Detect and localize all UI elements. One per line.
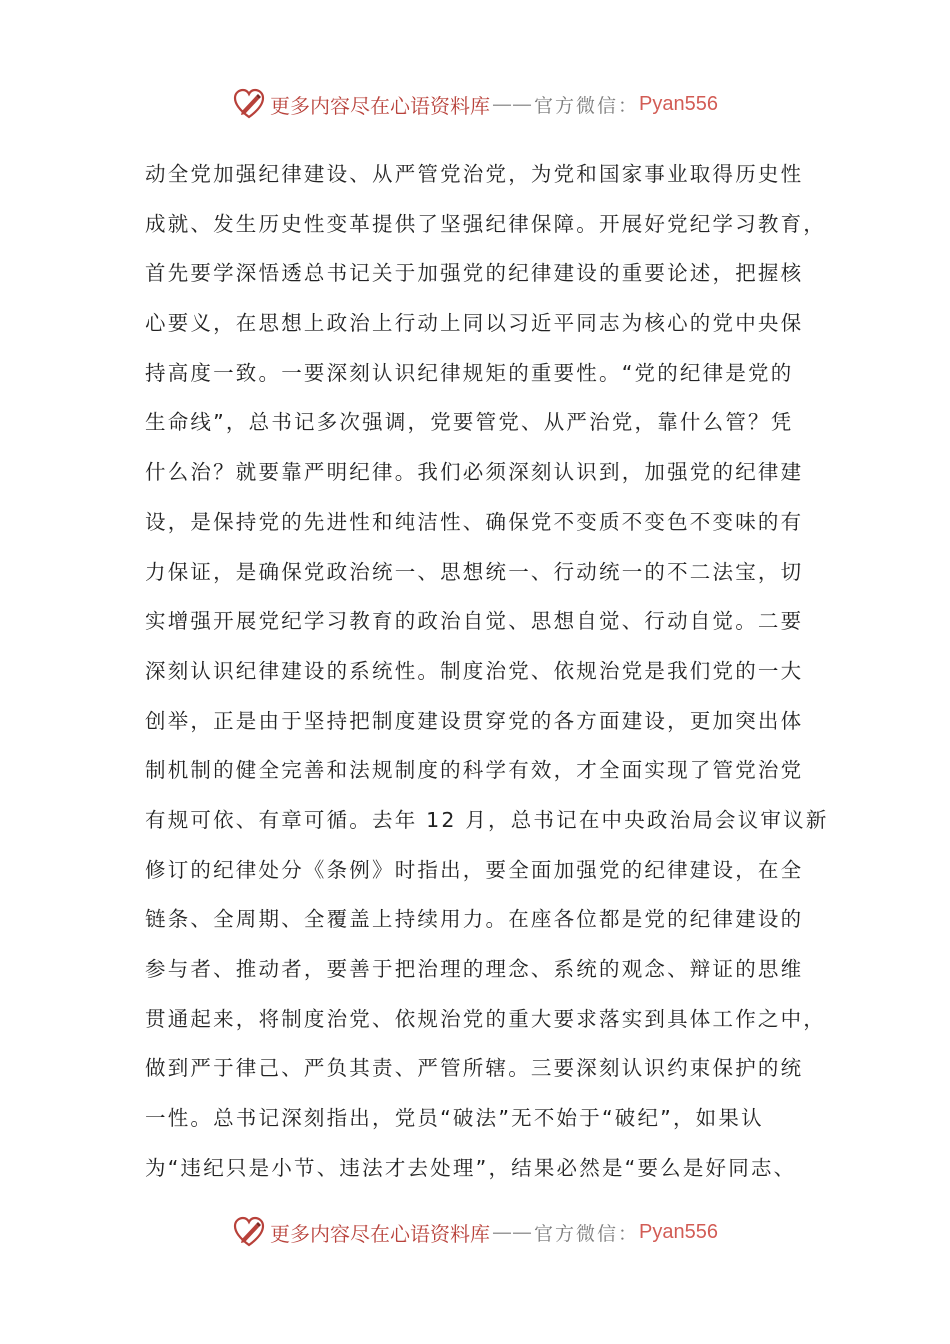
text-line: 做到严于律己、严负其责、严管所辖。三要深刻认识约束保护的统 — [145, 1056, 804, 1081]
banner-label: 官方微信： — [534, 94, 640, 117]
footer-banner — [0, 1210, 950, 1254]
text-line: 创举，正是由于坚持把制度建设贯穿党的各方面建设，更加突出体 — [145, 708, 804, 733]
text-line: 力保证，是确保党政治统一、思想统一、行动统一的不二法宝，切 — [145, 559, 804, 584]
text-line: 首先要学深悟透总书记关于加强党的纪律建设的重要论述，把握核 — [145, 261, 804, 286]
text-line: 有规可依、有章可循。去年 12 月，总书记在中央政治局会议审议新 — [145, 807, 829, 832]
text-line: 生命线”，总书记多次强调，党要管党、从严治党，靠什么管？凭 — [145, 410, 794, 435]
text-line: 链条、全周期、全覆盖上持续用力。在座各位都是党的纪律建设的 — [145, 907, 804, 932]
banner-title: 更多内容尽在心语资料库 — [270, 1221, 490, 1246]
text-line: 设，是保持党的先进性和纯洁性、确保党不变质不变色不变味的有 — [145, 509, 804, 534]
document-body — [145, 150, 835, 1193]
text-line: 贯通起来，将制度治党、依规治党的重大要求落实到具体工作之中， — [145, 1006, 826, 1031]
banner-title: 更多内容尽在心语资料库 — [270, 93, 490, 118]
header-banner — [0, 82, 950, 126]
text-line: 动全党加强纪律建设、从严管党治党，为党和国家事业取得历史性 — [145, 162, 804, 186]
banner-wechat-id: Pyan556 — [639, 92, 718, 115]
banner-label: 官方微信： — [534, 1222, 640, 1245]
text-line: 什么治？就要靠严明纪律。我们必须深刻认识到，加强党的纪律建 — [145, 460, 804, 485]
banner-wechat-id: Pyan556 — [639, 1220, 718, 1243]
banner-separator: —— — [492, 1220, 532, 1244]
text-line: 为“违纪只是小节、违法才去处理”，结果必然是“要么是好同志、 — [145, 1155, 797, 1180]
text-line: 一性。总书记深刻指出，党员“破法”无不始于“破纪”，如果认 — [145, 1106, 764, 1131]
pen-heart-icon — [232, 1215, 266, 1249]
text-line: 实增强开展党纪学习教育的政治自觉、思想自觉、行动自觉。二要 — [145, 609, 804, 634]
text-line: 修订的纪律处分《条例》时指出，要全面加强党的纪律建设，在全 — [145, 857, 804, 882]
text-line: 持高度一致。一要深刻认识纪律规矩的重要性。“党的纪律是党的 — [145, 360, 794, 385]
text-line: 深刻认识纪律建设的系统性。制度治党、依规治党是我们党的一大 — [145, 658, 804, 683]
text-line: 参与者、推动者，要善于把治理的理念、系统的观念、辩证的思维 — [145, 957, 804, 981]
text-line: 心要义，在思想上政治上行动上同以习近平同志为核心的党中央保 — [145, 311, 804, 336]
text-line: 成就、发生历史性变革提供了坚强纪律保障。开展好党纪学习教育， — [145, 211, 826, 236]
banner-separator: —— — [492, 92, 532, 116]
pen-heart-icon — [232, 87, 266, 121]
text-line: 制机制的健全完善和法规制度的科学有效，才全面实现了管党治党 — [145, 758, 804, 783]
